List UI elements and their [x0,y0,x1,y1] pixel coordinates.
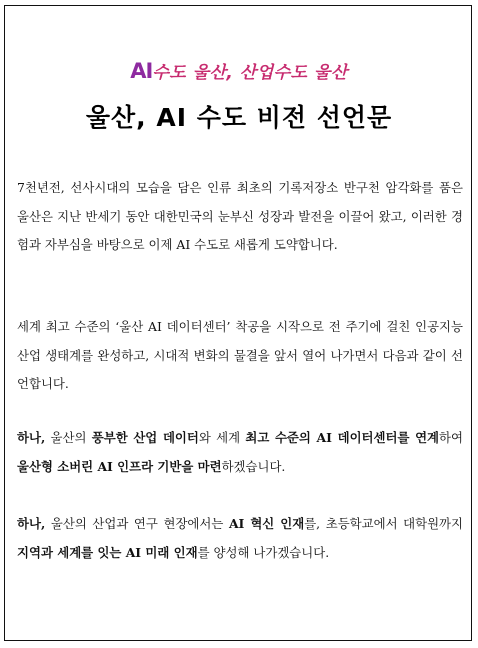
paragraph-1 [17,174,463,260]
slogan-ai: AI [130,59,153,83]
text-span: 울산의 산업과 연구 현장에서는 [45,516,229,531]
text-span: 울산의 [45,430,92,445]
paragraph-2-text: 세계 최고 수준의 ‘울산 AI 데이터센터’ 착공을 시작으로 전 주기에 걸친 인공지능 산업 생태계를 완성하고, 시대적 변화의 물결을 앞서 열어 나가면서 다음과 같이 선언합니다. [17,319,463,392]
emphasis: 최고 수준의 AI 데이터센터를 연계 [245,430,440,445]
page-title: 울산, AI 수도 비전 선언문 [85,103,393,132]
emphasis: 풍부한 산업 데이터 [91,430,199,445]
declaration-2 [17,510,463,567]
emphasis: AI 혁신 인재 [228,516,305,531]
slogan-text: 수도 울산, 산업수도 울산 [152,63,348,83]
declaration-1 [17,424,463,481]
paragraph-1-text: 7천년전, 선사시대의 모습을 담은 인류 최초의 기록저장소 반구천 암각화를 품은 울산은 지난 반세기 동안 대한민국의 눈부신 성장과 발전을 이끌어 왔고, 이러한 경험과 자부심을 바탕으로 이제 AI 수도로 새롭게 도약합니다. [17,180,463,253]
declaration-1-lead: 하나, [17,430,46,445]
text-span: 하겠습니다. [221,458,286,474]
slogan-logo [0,58,478,83]
text-span: 와 세계 [198,430,246,445]
text-span: 를 양성해 나가겠습니다. [197,544,330,560]
text-span: 하여 [439,430,463,445]
declaration-2-lead: 하나, [17,516,46,531]
text-span: 를, 초등학교에서 대학원까지 [304,516,463,531]
emphasis: 울산형 소버린 AI 인프라 기반을 마련 [17,458,222,474]
paragraph-2 [17,313,463,399]
emphasis: 지역과 세계를 잇는 AI 미래 인재 [17,544,198,560]
